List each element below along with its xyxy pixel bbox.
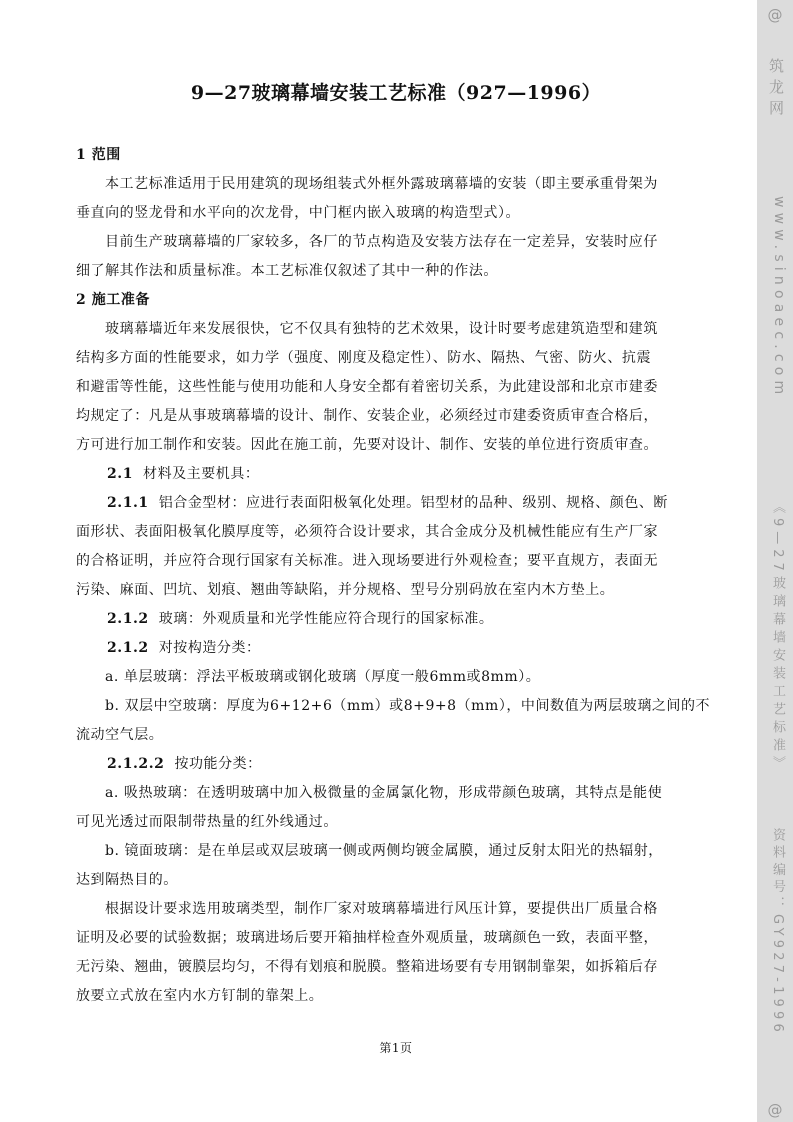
paragraph-line: 达到隔热目的。 — [76, 872, 178, 888]
paragraph-line: 均规定了：凡是从事玻璃幕墙的设计、制作、安装企业，必须经过市建委资质审查合格后， — [76, 408, 658, 424]
watermark-sidebar — [757, 0, 793, 1122]
clause-number: 2.1 — [107, 466, 134, 482]
paragraph-line: 面形状、表面阳极氧化膜厚度等，必须符合设计要求，其合金成分及机械性能应有生产厂家 — [76, 524, 658, 540]
numbered-clause — [76, 489, 716, 518]
paragraph-line: b. 双层中空玻璃：厚度为6+12+6（mm）或8+9+8（mm），中间数值为两层玻璃之间的不 — [105, 698, 711, 714]
sidebar-site-name: 筑龙网 — [767, 58, 785, 121]
clause-text: 按功能分类： — [174, 756, 262, 772]
sidebar-doc-title: 《9—27玻璃幕墙安装工艺标准》 — [770, 500, 785, 774]
paragraph-line: 细了解其作法和质量标准。本工艺标准仅叙述了其中一种的作法。 — [76, 263, 498, 279]
paragraph-line: 流动空气层。 — [76, 727, 164, 743]
section-heading: 1 范围 — [76, 147, 121, 163]
paragraph-line: 根据设计要求选用玻璃类型，制作厂家对玻璃幕墙进行风压计算，要提供出厂质量合格 — [105, 901, 658, 917]
at-icon-top: @ — [767, 6, 783, 24]
paragraph-line: 放要立式放在室内水方钉制的靠架上。 — [76, 988, 324, 1004]
clause-text: 材料及主要机具： — [143, 466, 260, 482]
clause-number: 2.1.2 — [107, 611, 149, 627]
paragraph-line: 结构多方面的性能要求，如力学（强度、刚度及稳定性）、防水、隔热、气密、防火、抗震 — [76, 350, 651, 366]
paragraph-line: 本工艺标准适用于民用建筑的现场组装式外框外露玻璃幕墙的安装（即主要承重骨架为 — [105, 176, 658, 192]
paragraph-line: 无污染、翘曲，镀膜层均匀，不得有划痕和脱膜。整箱进场要有专用钢制靠架，如拆箱后存 — [76, 959, 658, 975]
paragraph-line: 和避雷等性能，这些性能与使用功能和人身安全都有着密切关系，为此建设部和北京市建委 — [76, 379, 658, 395]
document-title: 9—27玻璃幕墙安装工艺标准（927—1996） — [190, 82, 602, 104]
document-body — [76, 141, 716, 1011]
paragraph-line: 玻璃幕墙近年来发展很快，它不仅具有独特的艺术效果，设计时要考虑建筑造型和建筑 — [105, 321, 658, 337]
clause-text: 铝合金型材：应进行表面阳极氧化处理。铝型材的品种、级别、规格、颜色、断 — [158, 495, 668, 511]
page-number: 第1页 — [379, 1041, 413, 1055]
paragraph-line: 垂直向的竖龙骨和水平向的次龙骨，中门框内嵌入玻璃的构造型式）。 — [76, 205, 521, 221]
numbered-clause — [76, 460, 716, 489]
paragraph-line: 的合格证明，并应符合现行国家有关标准。进入现场要进行外观检查；要平直规方，表面无 — [76, 553, 658, 569]
paragraph-line: a. 吸热玻璃：在透明玻璃中加入极微量的金属氯化物，形成带颜色玻璃，其特点是能使 — [105, 785, 663, 801]
numbered-clause — [76, 750, 716, 779]
clause-number: 2.1.1 — [107, 495, 149, 511]
clause-text: 玻璃：外观质量和光学性能应符合现行的国家标准。 — [158, 611, 494, 627]
paragraph-line: 证明及必要的试验数据；玻璃进场后要开箱抽样检查外观质量，玻璃颜色一致，表面平整， — [76, 930, 658, 946]
numbered-clause — [76, 605, 716, 634]
paragraph-line: b. 镜面玻璃：是在单层或双层玻璃一侧或两侧均镀金属膜，通过反射太阳光的热辐射， — [105, 843, 663, 859]
section-heading: 2 施工准备 — [76, 292, 150, 308]
clause-number: 2.1.2 — [107, 640, 149, 656]
clause-number: 2.1.2.2 — [107, 756, 165, 772]
clause-text: 对按构造分类： — [158, 640, 261, 656]
paragraph-line: 目前生产玻璃幕墙的厂家较多，各厂的节点构造及安装方法存在一定差异，安装时应仔 — [105, 234, 658, 250]
at-icon-bottom: @ — [767, 1101, 783, 1119]
paragraph-line: 污染、麻面、凹坑、划痕、翘曲等缺陷，并分规格、型号分别码放在室内木方垫上。 — [76, 582, 615, 598]
numbered-clause — [76, 634, 716, 663]
sidebar-doc-number: 资料编号：GY927-1996 — [770, 828, 785, 1036]
sidebar-url: www.sinoaec.com — [771, 196, 787, 400]
paragraph-line: 方可进行加工制作和安装。因此在施工前，先要对设计、制作、安装的单位进行资质审查。 — [76, 437, 658, 453]
paragraph-line: a. 单层玻璃：浮法平板玻璃或钢化玻璃（厚度一般6mm或8mm）。 — [105, 669, 541, 685]
paragraph-line: 可见光透过而限制带热量的红外线通过。 — [76, 814, 338, 830]
